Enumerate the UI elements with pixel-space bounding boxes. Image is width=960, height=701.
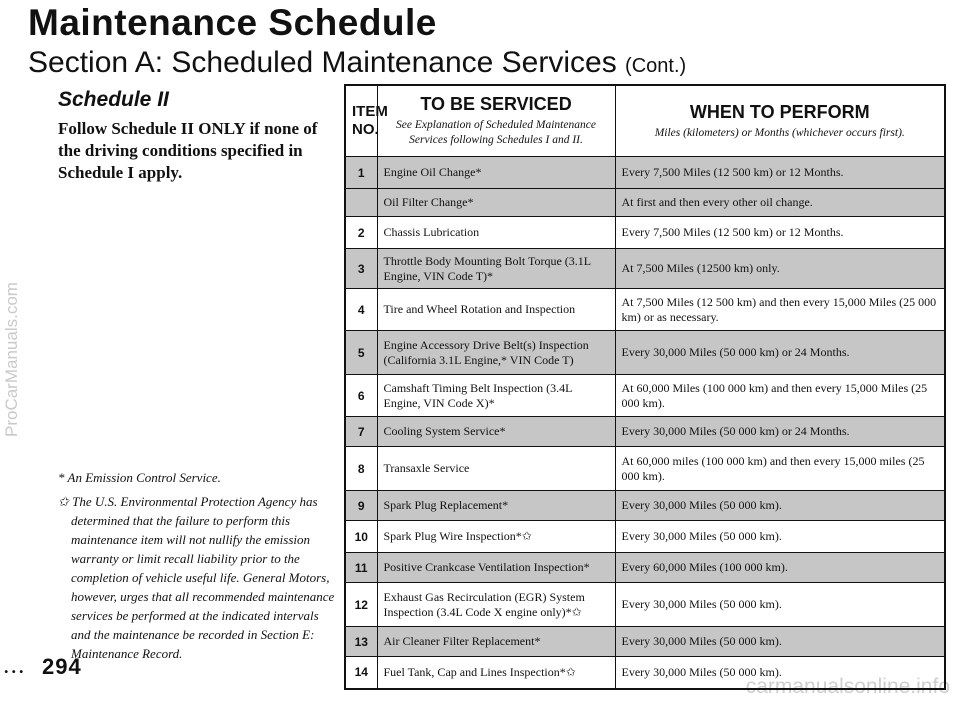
- row-service: Engine Oil Change*: [377, 157, 615, 189]
- row-number: 8: [345, 447, 377, 491]
- footnote-epa: ✩ The U.S. Environmental Protection Agency has determined that the failure to perform this maintenance item will not nullify the emission warranty or limit recall liability prior to the completion of vehicle useful life. General Motors, however, urges that all recommended maintenance services be performed at the indicated intervals and the maintenance be recorded in Section E: Maintenance Record.: [58, 494, 335, 661]
- row-number: 11: [345, 553, 377, 583]
- table-row: [345, 657, 945, 689]
- row-service: Fuel Tank, Cap and Lines Inspection*✩: [377, 657, 615, 689]
- header-when-sub: Miles (kilometers) or Months (whichever occurs first).: [654, 126, 905, 139]
- row-service: Oil Filter Change*: [377, 189, 615, 217]
- maintenance-table: [344, 84, 946, 690]
- table-row: [345, 249, 945, 289]
- section-title: [28, 46, 686, 80]
- row-when: Every 30,000 Miles (50 000 km).: [615, 627, 945, 657]
- table-row: [345, 375, 945, 417]
- row-number: 1: [345, 157, 377, 189]
- row-when: Every 7,500 Miles (12 500 km) or 12 Months.: [615, 157, 945, 189]
- row-number: 13: [345, 627, 377, 657]
- row-when: At 60,000 Miles (100 000 km) and then every 15,000 Miles (25 000 km).: [615, 375, 945, 417]
- row-service: Exhaust Gas Recirculation (EGR) System Inspection (3.4L Code X engine only)*✩: [377, 583, 615, 627]
- table-row: [345, 447, 945, 491]
- table-row: [345, 331, 945, 375]
- row-number: 4: [345, 289, 377, 331]
- bottom-watermark: carmanualsonline.info: [745, 675, 950, 698]
- row-service: Engine Accessory Drive Belt(s) Inspection (California 3.1L Engine,* VIN Code T): [377, 331, 615, 375]
- row-service: Spark Plug Replacement*: [377, 491, 615, 521]
- footnote-emission: * An Emission Control Service.: [58, 470, 221, 485]
- row-number: 9: [345, 491, 377, 521]
- header-item-no: [345, 85, 388, 157]
- row-when: At 7,500 Miles (12 500 km) and then every 15,000 Miles (25 000 km) or as necessary.: [615, 289, 945, 331]
- row-service: Tire and Wheel Rotation and Inspection: [377, 289, 615, 331]
- row-when: Every 30,000 Miles (50 000 km) or 24 Months.: [615, 331, 945, 375]
- row-when: Every 30,000 Miles (50 000 km) or 24 Months.: [615, 417, 945, 447]
- row-service: Transaxle Service: [377, 447, 615, 491]
- row-when: At first and then every other oil change.: [615, 189, 945, 217]
- schedule-heading: Schedule II: [58, 88, 169, 111]
- schedule-intro: Follow Schedule II ONLY if none of the driving conditions specified in Schedule I apply.: [58, 119, 318, 182]
- row-number: 7: [345, 417, 377, 447]
- page-title: Maintenance Schedule: [28, 2, 437, 43]
- row-when: Every 30,000 Miles (50 000 km).: [615, 521, 945, 553]
- header-when-to-perform: [615, 85, 945, 157]
- table-row: [345, 491, 945, 521]
- row-number: 14: [345, 657, 377, 689]
- table-header-row: [345, 85, 945, 157]
- table-row: [345, 521, 945, 553]
- header-when-title: WHEN TO PERFORM: [689, 101, 870, 122]
- header-item-label: ITEM NO.: [352, 103, 388, 138]
- row-number: 2: [345, 217, 377, 249]
- table-row: [345, 157, 945, 189]
- row-when: Every 60,000 Miles (100 000 km).: [615, 553, 945, 583]
- table-row: [345, 583, 945, 627]
- row-when: Every 7,500 Miles (12 500 km) or 12 Months.: [615, 217, 945, 249]
- row-service: Chassis Lubrication: [377, 217, 615, 249]
- page-number: 294: [42, 654, 82, 679]
- page-dots: ...: [4, 657, 27, 677]
- table-row: [345, 189, 945, 217]
- table-row: [345, 627, 945, 657]
- row-when: At 60,000 miles (100 000 km) and then every 15,000 miles (25 000 km).: [615, 447, 945, 491]
- header-to-be-serviced: [377, 85, 615, 157]
- row-when: At 7,500 Miles (12500 km) only.: [615, 249, 945, 289]
- row-service: Throttle Body Mounting Bolt Torque (3.1L Engine, VIN Code T)*: [377, 249, 615, 289]
- footnotes: [58, 468, 340, 668]
- side-watermark: ProCarManuals.com: [2, 282, 21, 438]
- row-service: Camshaft Timing Belt Inspection (3.4L Engine, VIN Code X)*: [377, 375, 615, 417]
- row-when: Every 30,000 Miles (50 000 km).: [615, 491, 945, 521]
- row-service: Cooling System Service*: [377, 417, 615, 447]
- row-number: 6: [345, 375, 377, 417]
- table-row: [345, 217, 945, 249]
- row-service: Spark Plug Wire Inspection*✩: [377, 521, 615, 553]
- section-title-text: Section A: Scheduled Maintenance Services: [28, 46, 617, 79]
- header-service-title: TO BE SERVICED: [420, 94, 572, 114]
- row-number: 10: [345, 521, 377, 553]
- row-number: [345, 189, 377, 217]
- row-when: Every 30,000 Miles (50 000 km).: [615, 583, 945, 627]
- row-service: Air Cleaner Filter Replacement*: [377, 627, 615, 657]
- row-when: Every 30,000 Miles (50 000 km).: [615, 657, 945, 689]
- header-service-sub: See Explanation of Scheduled Maintenance Services following Schedules I and II.: [396, 119, 596, 146]
- section-cont-label: (Cont.): [625, 55, 687, 77]
- table-row: [345, 289, 945, 331]
- row-number: 5: [345, 331, 377, 375]
- table-row: [345, 553, 945, 583]
- row-service: Positive Crankcase Ventilation Inspection*: [377, 553, 615, 583]
- table-row: [345, 417, 945, 447]
- row-number: 3: [345, 249, 377, 289]
- row-number: 12: [345, 583, 377, 627]
